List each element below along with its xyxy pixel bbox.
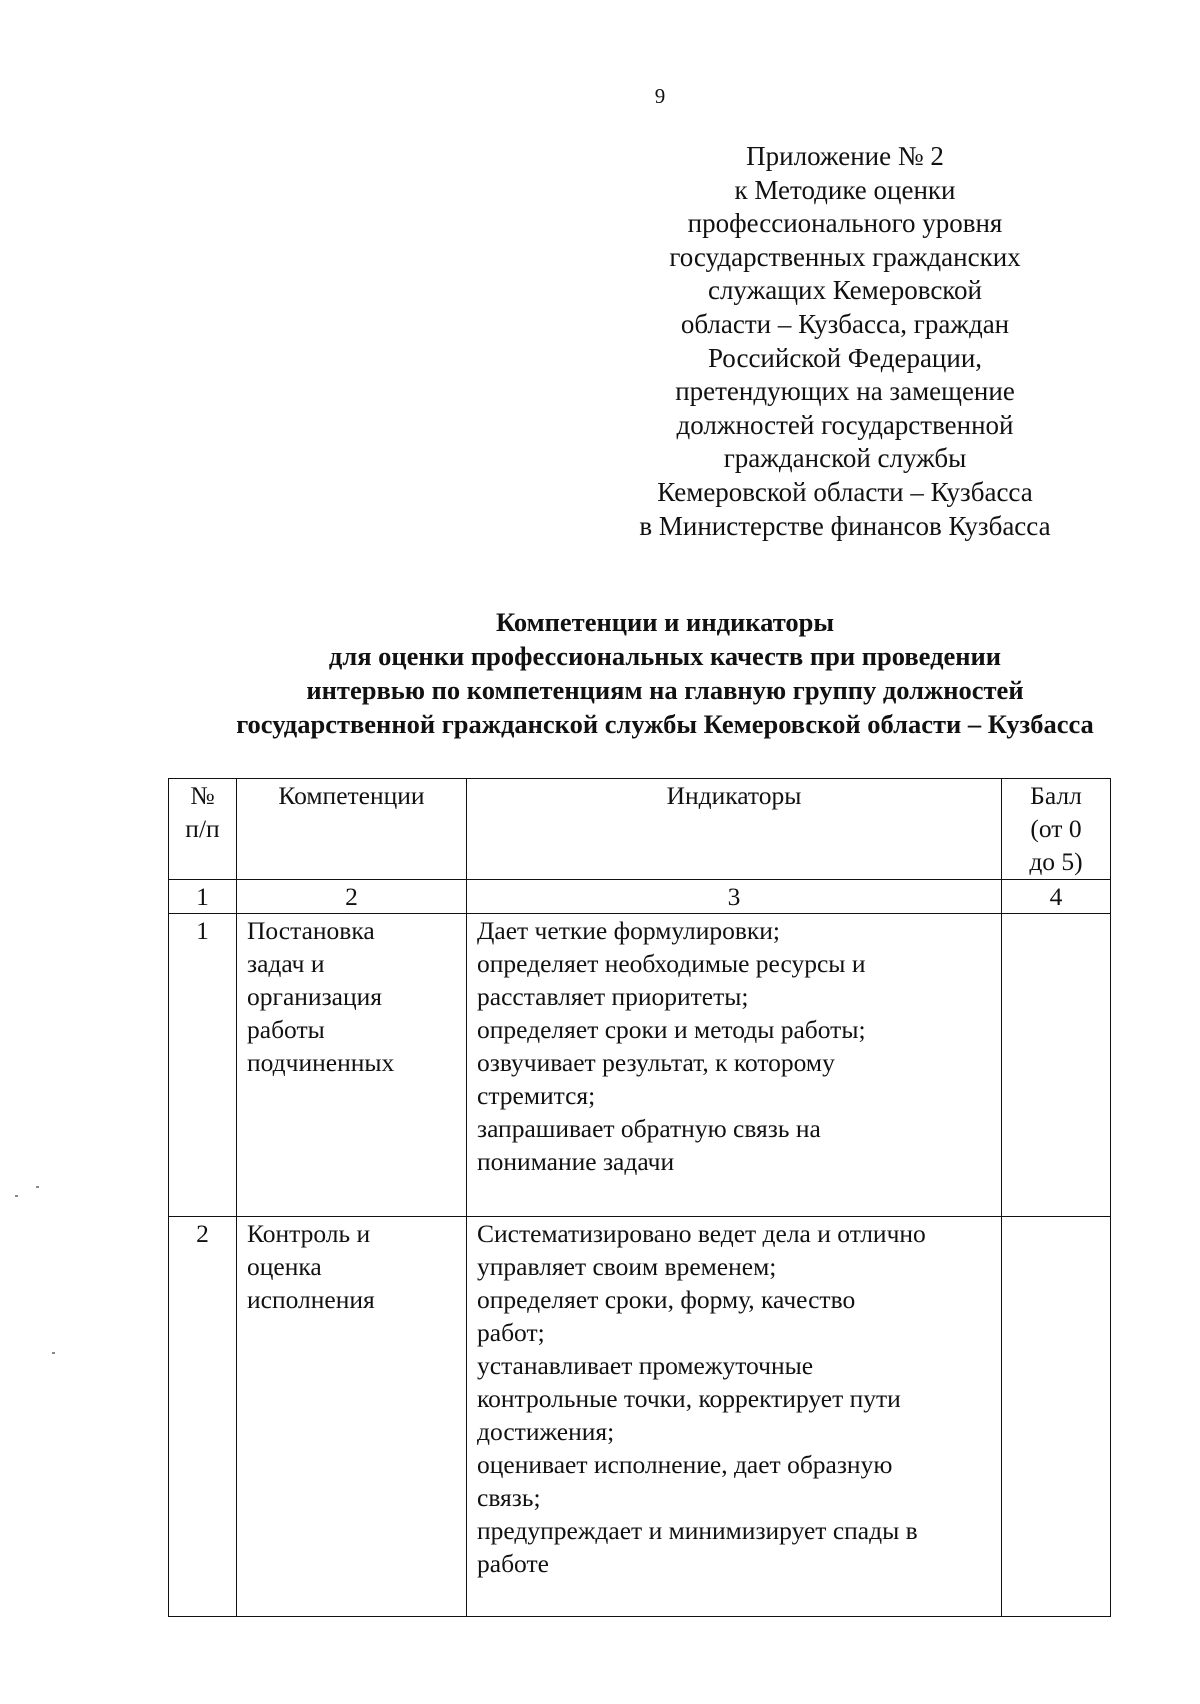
header-indicators: Индикаторы — [467, 779, 1002, 880]
indicator-line: предупреждает и минимизирует спады в — [477, 1516, 918, 1545]
indicator-line: устанавливает промежуточные — [477, 1351, 814, 1380]
header-number-line: п/п — [185, 814, 220, 843]
indicator-line: управляет своим временем; — [477, 1252, 777, 1281]
header-number — [169, 779, 237, 880]
scan-speck — [15, 1195, 18, 1197]
appendix-note — [615, 140, 1075, 543]
row-indicators — [467, 914, 1002, 1217]
column-number: 2 — [237, 880, 467, 914]
appendix-line: области – Кузбасса, граждан — [680, 308, 1010, 339]
indicator-line: работе — [477, 1549, 549, 1578]
appendix-line: Российской Федерации, — [707, 342, 983, 373]
row-competence — [237, 1217, 467, 1617]
column-number: 4 — [1002, 880, 1111, 914]
header-competence: Компетенции — [237, 779, 467, 880]
competence-line: оценка — [247, 1252, 322, 1281]
competence-line: задач и — [247, 949, 325, 978]
table-row — [169, 1217, 1111, 1617]
column-number: 1 — [169, 880, 237, 914]
title-line: интервью по компетенциям на главную группу должностей — [306, 675, 1024, 705]
indicator-line: стремится; — [477, 1081, 596, 1110]
title-line: для оценки профессиональных качеств при проведении — [328, 641, 1002, 671]
column-numbers-row — [169, 880, 1111, 914]
header-number-line: № — [190, 781, 215, 810]
indicator-line: контрольные точки, корректирует пути — [477, 1384, 901, 1413]
row-competence — [237, 914, 467, 1217]
document-title — [150, 605, 1180, 741]
appendix-line: претендующих на замещение — [675, 376, 1015, 407]
indicator-line: оценивает исполнение, дает образную — [477, 1450, 893, 1479]
column-number: 3 — [467, 880, 1002, 914]
header-score — [1002, 779, 1111, 880]
header-score-line: (от 0 — [1030, 814, 1082, 843]
appendix-line: Приложение № 2 — [746, 141, 944, 171]
indicator-line: достижения; — [477, 1417, 615, 1446]
indicator-line: определяет сроки и методы работы; — [477, 1015, 866, 1044]
header-score-line: до 5) — [1029, 847, 1083, 876]
row-score[interactable] — [1002, 914, 1111, 1217]
indicator-line: связь; — [477, 1483, 541, 1512]
competence-line: Постановка — [247, 916, 375, 945]
indicator-line: озвучивает результат, к которому — [477, 1048, 835, 1077]
header-score-line: Балл — [1030, 781, 1082, 810]
competencies-table — [168, 778, 1111, 1617]
table-row — [169, 914, 1111, 1217]
appendix-line: к Методике оценки — [734, 174, 956, 205]
page-number: 9 — [654, 84, 666, 108]
row-score[interactable] — [1002, 1217, 1111, 1617]
indicator-line: запрашивает обратную связь на — [477, 1114, 821, 1143]
scan-speck — [52, 1352, 55, 1354]
competence-line: организация — [247, 982, 382, 1011]
title-line: Компетенции и индикаторы — [495, 607, 835, 637]
indicator-line: Дает четкие формулировки; — [477, 916, 780, 945]
title-line: государственной гражданской службы Кемеровской области – Кузбасса — [236, 709, 1094, 739]
indicator-line: работ; — [477, 1318, 545, 1347]
competence-line: подчиненных — [247, 1048, 395, 1077]
appendix-line: должностей государственной — [676, 409, 1014, 440]
indicator-line: определяет необходимые ресурсы и — [477, 949, 866, 978]
indicator-line: понимание задачи — [477, 1147, 675, 1176]
appendix-line: в Министерстве финансов Кузбасса — [639, 510, 1051, 541]
row-indicators — [467, 1217, 1002, 1617]
appendix-line: государственных гражданских — [669, 241, 1021, 272]
scan-speck — [36, 1186, 39, 1188]
indicator-line: определяет сроки, форму, качество — [477, 1285, 856, 1314]
appendix-line: профессионального уровня — [687, 208, 1003, 239]
competence-line: исполнения — [247, 1285, 375, 1314]
table-header-row — [169, 779, 1111, 880]
row-number: 1 — [169, 914, 237, 1217]
appendix-line: Кемеровской области – Кузбасса — [657, 476, 1033, 507]
indicator-line: Систематизировано ведет дела и отлично — [477, 1219, 926, 1248]
competence-line: Контроль и — [247, 1219, 371, 1248]
appendix-line: служащих Кемеровской — [707, 275, 983, 306]
row-number: 2 — [169, 1217, 237, 1617]
appendix-line: гражданской службы — [723, 443, 967, 474]
indicator-line: расставляет приоритеты; — [477, 982, 749, 1011]
competence-line: работы — [247, 1015, 325, 1044]
